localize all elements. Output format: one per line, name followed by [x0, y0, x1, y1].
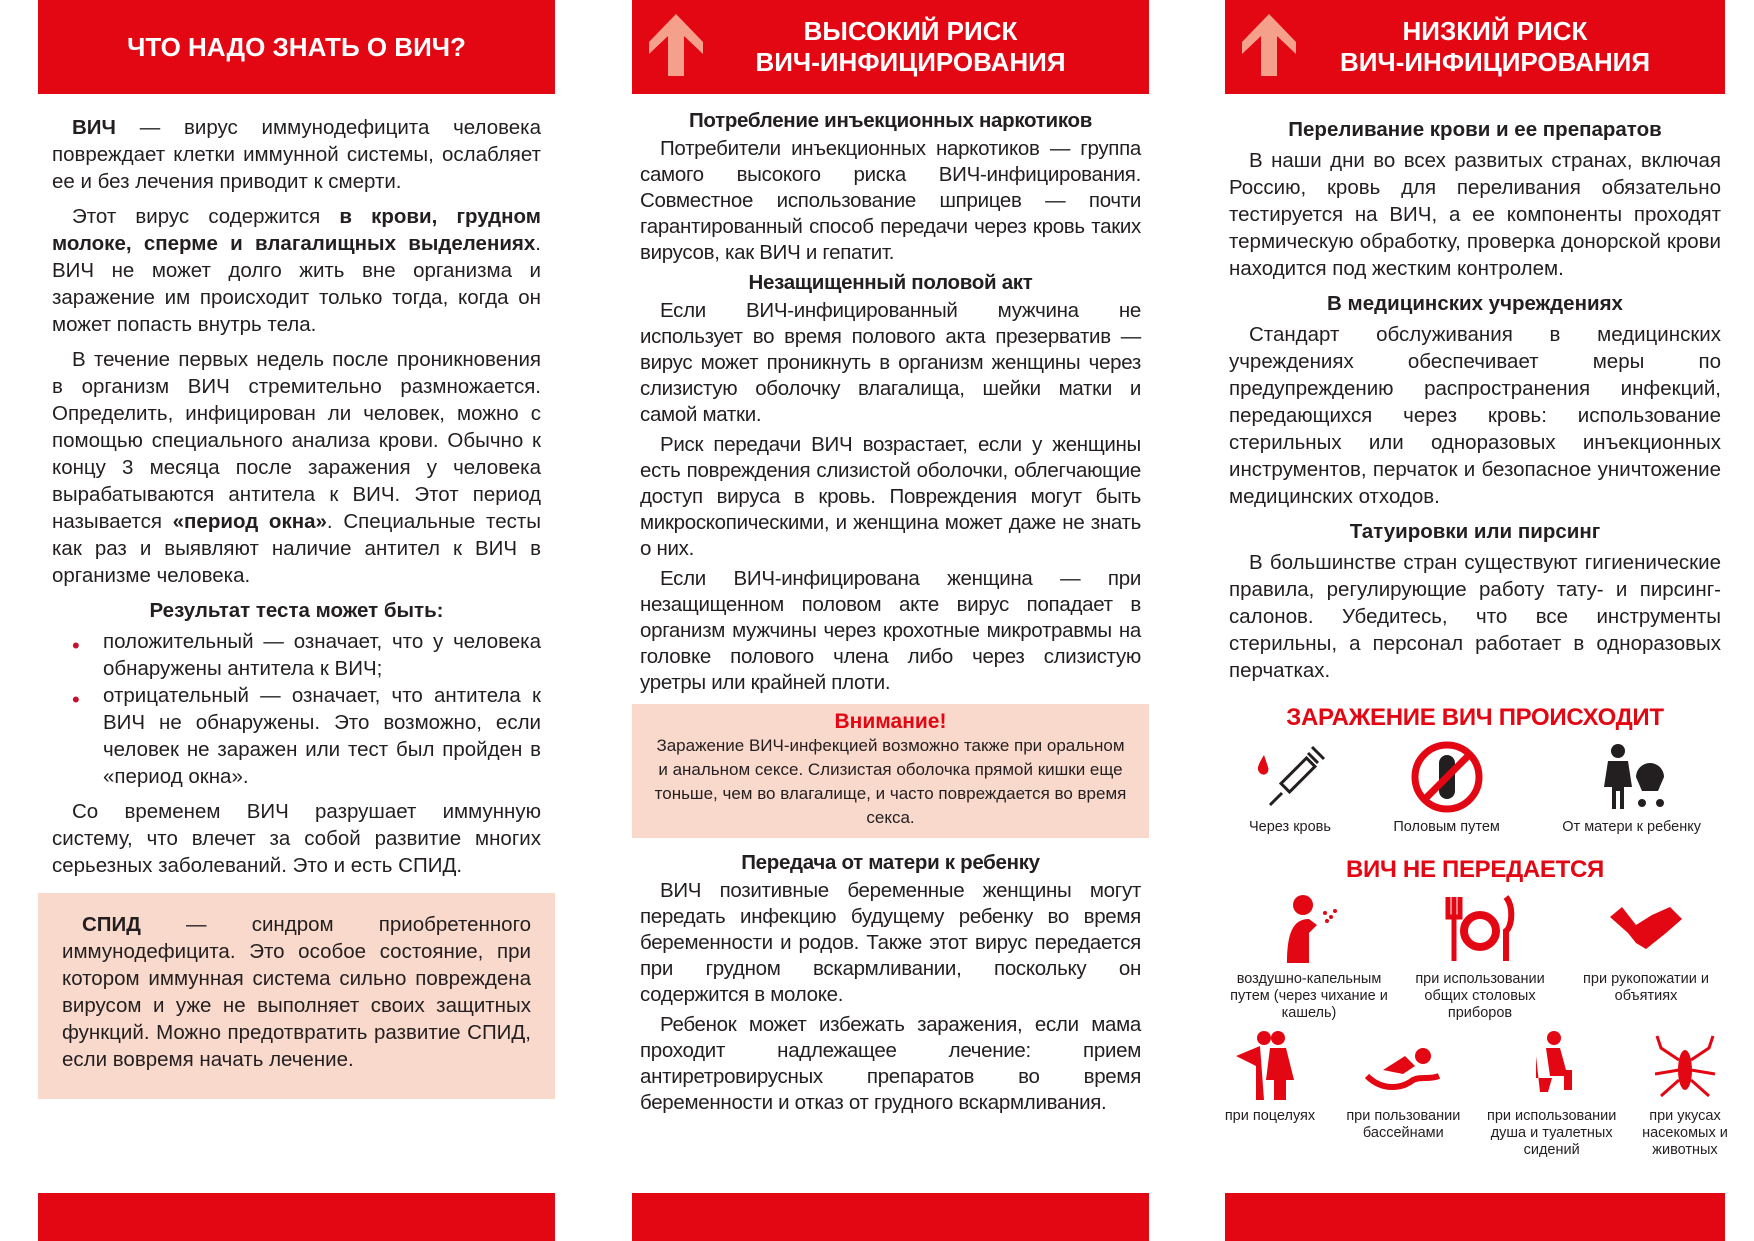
paragraph-window	[52, 346, 541, 589]
item-toilet	[1482, 1030, 1622, 1159]
caption: Через кровь	[1249, 819, 1331, 835]
results-heading: Результат теста может быть:	[149, 599, 444, 622]
item-sexual	[1393, 741, 1500, 836]
header-title: ЧТО НАДО ЗНАТЬ О ВИЧ?	[127, 31, 466, 62]
paragraph: Риск передачи ВИЧ возрастает, если у женщины есть повреждения слизистой оболочки, облегчающие доступ вируса в кровь. Повреждения могут быть микроскопическими, и женщина может даже не знать о них.	[640, 433, 1141, 560]
mosquito-icon	[1645, 1030, 1725, 1102]
item-cutlery	[1405, 893, 1555, 1022]
syringe-blood-icon	[1250, 741, 1330, 813]
mother-stroller-icon	[1592, 741, 1672, 813]
header-title-line1: ВЫСОКИЙ РИСК	[803, 16, 1018, 46]
kissing-couple-icon	[1230, 1030, 1310, 1102]
item-airborne	[1229, 893, 1389, 1022]
list-item: • отрицательный — означает, что антитела к ВИЧ не обнаружены. Это возможно, если человек не заражен или тест был пройден в «период окна».	[72, 682, 541, 790]
section-heading: Незащищенный половой акт	[748, 271, 1033, 294]
transmission-icons	[1229, 741, 1721, 836]
column-header	[38, 0, 555, 94]
sneezing-person-icon	[1269, 893, 1349, 965]
item-blood	[1249, 741, 1331, 836]
column-header	[1225, 0, 1725, 94]
item-insects	[1635, 1030, 1735, 1159]
header-title-line1: НИЗКИЙ РИСК	[1402, 16, 1588, 46]
warning-box	[632, 704, 1149, 838]
caption: при поцелуях	[1224, 1108, 1316, 1124]
bold-text: СПИД	[82, 913, 141, 936]
footer-bar	[38, 1193, 555, 1241]
text: В течение первых недель после проникновения в организм ВИЧ стремительно размножается. Определить, инфицирован ли человек, можно с помощью специального анализа крови. Обычно к концу 3 месяца после заражения у человека вырабатываются антитела к ВИЧ. Этот период называется	[52, 348, 541, 533]
aids-box	[38, 893, 555, 1099]
section-heading: Переливание крови и ее препаратов	[1288, 118, 1662, 141]
paragraph: Если ВИЧ-инфицированный мужчина не использует во время полового акта презерватив — вирус может проникнуть в организм женщины через слизистую оболочку влагалища, шейки матки и самой матки.	[640, 299, 1141, 426]
list-item: • положительный — означает, что у человека обнаружены антитела к ВИЧ;	[72, 628, 541, 682]
paragraph: Если ВИЧ-инфицирована женщина — при незащищенном половом акте вирус попадает в организм мужчины через крохотные микротравмы на головке полового члена либо через слизистую уретры или крайней плоти.	[640, 567, 1141, 694]
arrow-up-icon	[1242, 14, 1296, 76]
caption: при укусах насекомых и животных	[1642, 1108, 1728, 1158]
bold-text: в крови, грудном молоке, сперме и влагалищных выделениях	[52, 205, 541, 255]
footer-bar	[632, 1193, 1149, 1241]
paragraph: Ребенок может избежать заражения, если мама проходит надлежащее лечение: прием антиретровирусных препаратов во время беременности и отказ от грудного вскармливания.	[640, 1013, 1141, 1114]
column-high-risk	[632, 0, 1149, 1120]
caption: воздушно-капельным путем (через чихание и кашель)	[1230, 971, 1388, 1021]
paragraph: Потребители инъекционных наркотиков — группа самого высокого риска ВИЧ-инфицирования. Совместное использование шприцев — почти гарантированный способ передачи через кровь таких вирусов, как ВИЧ и гепатит.	[640, 137, 1141, 264]
column-about-hiv	[38, 0, 555, 1099]
paragraph: ВИЧ позитивные беременные женщины могут передать инфекцию будущему ребенку во время беременности и родов. Также этот вирус передается при грудном вскармливании, поскольку он содержится в молоке.	[640, 879, 1141, 1006]
bold-text: ВИЧ	[72, 116, 116, 139]
aids-definition	[62, 911, 531, 1073]
warning-text: Заражение ВИЧ-инфекцией возможно также при оральном и анальном сексе. Слизистая оболочка прямой кишки еще тоньше, чем во влагалище, и часто повреждается во время секса.	[654, 736, 1127, 827]
not-transmitted-row2	[1215, 1030, 1735, 1159]
paragraph: В большинстве стран существуют гигиенические правила, регулирующие работу тату- и пирсинг-салонов. Убедитесь, что все инструменты стерильны, а персонал работает в одноразовых перчатках.	[1229, 551, 1721, 682]
no-condom-icon	[1407, 741, 1487, 813]
paragraph: В наши дни во всех развитых странах, включая Россию, кровь для переливания обязательно тестируется на ВИЧ, а ее компоненты проходят термическую обработку, проверка донорской крови находится под жестким контролем.	[1229, 149, 1721, 280]
transmission-heading: ЗАРАЖЕНИЕ ВИЧ ПРОИСХОДИТ	[1286, 704, 1664, 731]
caption: при использовании общих столовых приборов	[1415, 971, 1545, 1021]
arrow-up-icon	[649, 14, 703, 76]
paragraph: Стандарт обслуживания в медицинских учреждениях обеспечивает меры по предупреждению распространения инфекций, передающихся через кровь: использование стерильных или одноразовых инъекционных инструментов, перчаток и безопасное уничтожение медицинских отходов.	[1229, 323, 1721, 508]
item-handshake	[1571, 893, 1721, 1022]
paragraph-intro	[52, 114, 541, 195]
swimmer-icon	[1363, 1030, 1443, 1102]
caption: при использовании душа и туалетных сидений	[1486, 1108, 1617, 1158]
item-mother	[1562, 741, 1701, 836]
caption: Половым путем	[1393, 819, 1500, 835]
not-transmitted-heading: ВИЧ НЕ ПЕРЕДАЕТСЯ	[1346, 856, 1604, 883]
text: — синдром приобретенного иммунодефицита. Это особое состояние, при котором иммунная система сильно повреждена вирусом и уже не выполняет своих защитных функций. Можно предотвратить развитие СПИД, если вовремя начать лечение.	[62, 913, 531, 1071]
paragraph-aids-link: Со временем ВИЧ разрушает иммунную систему, что влечет за собой развитие многих серьезных заболеваний. Это и есть СПИД.	[52, 800, 541, 877]
text: . Специальные тесты как раз и выявляют наличие антител к ВИЧ в организме человека.	[52, 510, 541, 587]
item-kiss	[1215, 1030, 1325, 1159]
caption: при рукопожатии и объятиях	[1583, 971, 1709, 1004]
section-heading: Передача от матери к ребенку	[741, 851, 1040, 874]
paragraph-fluids	[52, 203, 541, 338]
not-transmitted-row1	[1229, 893, 1721, 1022]
footer-bar	[1225, 1193, 1725, 1241]
toilet-icon	[1512, 1030, 1592, 1102]
section-heading: В медицинских учреждениях	[1327, 292, 1623, 315]
caption: при пользовании бассейнами	[1346, 1108, 1461, 1141]
plate-cutlery-icon	[1440, 893, 1520, 965]
text: . ВИЧ не может долго жить вне организма и заражение им происходит только тогда, когда он может попасть внутрь тела.	[52, 232, 541, 336]
header-title-line2: ВИЧ-ИНФИЦИРОВАНИЯ	[755, 47, 1066, 77]
column-low-risk	[1224, 0, 1728, 1159]
header-title-line2: ВИЧ-ИНФИЦИРОВАНИЯ	[1339, 47, 1651, 77]
item-pool	[1338, 1030, 1468, 1159]
handshake-icon	[1606, 893, 1686, 965]
section-heading: Потребление инъекционных наркотиков	[688, 109, 1093, 132]
text: — вирус иммунодефицита человека повреждает клетки иммунной системы, ослабляет ее и без лечения приводит к смерти.	[52, 116, 541, 193]
results-list	[72, 628, 541, 790]
section-heading: Татуировки или пирсинг	[1349, 520, 1601, 543]
bold-text: «период окна»	[172, 510, 327, 533]
column-header	[632, 0, 1149, 94]
text: Этот вирус содержится	[72, 205, 340, 228]
warning-title: Внимание!	[834, 710, 947, 733]
caption: От матери к ребенку	[1562, 819, 1701, 835]
